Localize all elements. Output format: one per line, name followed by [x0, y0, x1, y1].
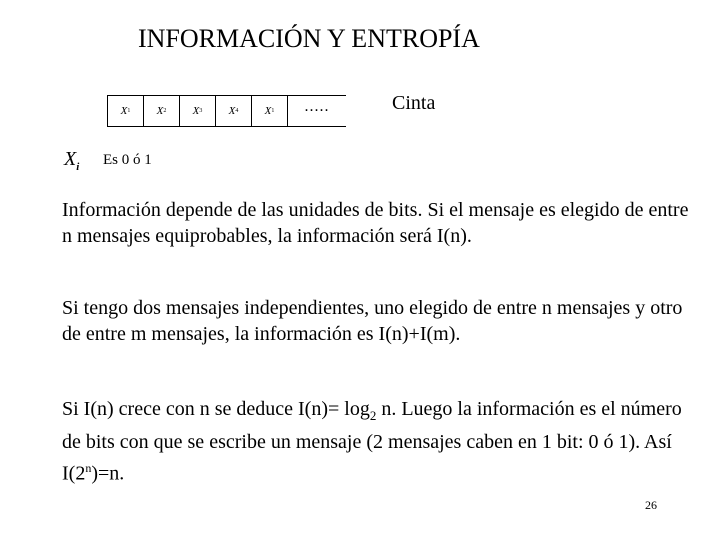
tape-cell: X 1 [252, 96, 288, 126]
paragraph-information-bits: Información depende de las unidades de bits. Si el mensaje es elegido de entre n mensajes equiprobables, la información será I(n). [62, 199, 689, 247]
variable-symbol: $X_i$ [64, 148, 80, 173]
slide-title: INFORMACIÓN Y ENTROPÍA [138, 24, 480, 53]
paragraph-log-formula: Si I(n) crece con n se deduce $I(n)= \log_2 n$. Luego la información es el número de bits con que se escribe un mensaje (2 mensajes caben en 1 bit: 0 ó 1). Así $I(2^n)=n$. [62, 398, 682, 485]
tape-cell: X 3 [180, 96, 216, 126]
tape-cell: X 4 [216, 96, 252, 126]
page-number: 26 [645, 498, 657, 512]
tape-cell: X 2 [144, 96, 180, 126]
tape-label: Cinta [392, 92, 436, 114]
variable-description: Es 0 ó 1 [103, 152, 152, 168]
tape-ellipsis: ..... [304, 98, 330, 115]
tape-diagram [107, 95, 346, 127]
paragraph-independent-messages: Si tengo dos mensajes independientes, uno elegido de entre n mensajes y otro de entre m mensajes, la información es I(n)+I(m). [62, 297, 683, 345]
tape-cell: X 1 [108, 96, 144, 126]
